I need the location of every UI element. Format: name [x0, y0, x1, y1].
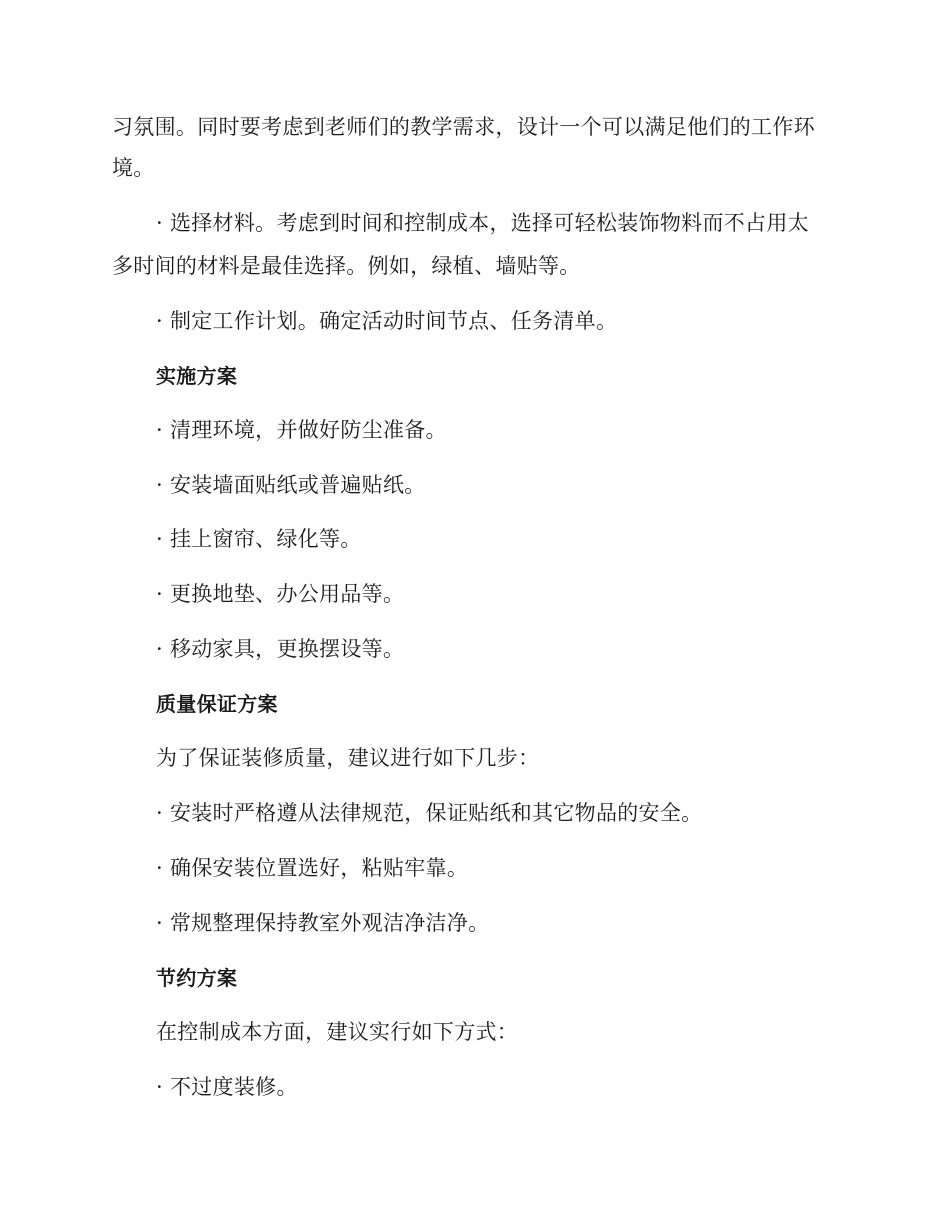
bullet-item: · 挂上窗帘、绿化等。: [156, 527, 362, 551]
bullet-item: · 更换地垫、办公用品等。: [156, 582, 405, 606]
bullet-item: · 安装墙面贴纸或普遍贴纸。: [156, 473, 426, 497]
section-intro: 为了保证装修质量，建议进行如下几步：: [156, 746, 540, 770]
section-heading-implementation: 实施方案: [156, 364, 238, 388]
bullet-item: · 制定工作计划。确定活动时间节点、任务清单。: [156, 309, 618, 333]
bullet-item: · 常规整理保持教室外观洁净洁净。: [156, 911, 490, 935]
bullet-item: · 安装时严格遵从法律规范，保证贴纸和其它物品的安全。: [156, 801, 703, 825]
bullet-item: · 清理环境，并做好防尘准备。: [156, 418, 447, 442]
paragraph-line: 境。: [112, 156, 155, 180]
bullet-item-continuation: 多时间的材料是最佳选择。例如，绿植、墙贴等。: [112, 254, 581, 278]
bullet-item: · 移动家具，更换摆设等。: [156, 637, 405, 661]
section-intro: 在控制成本方面，建议实行如下方式：: [156, 1020, 519, 1044]
section-heading-saving: 节约方案: [156, 966, 238, 990]
paragraph-line: 习氛围。同时要考虑到老师们的教学需求，设计一个可以满足他们的工作环: [112, 115, 815, 139]
section-heading-quality: 质量保证方案: [156, 692, 278, 716]
bullet-item: · 不过度装修。: [156, 1075, 298, 1099]
bullet-item: · 选择材料。考虑到时间和控制成本，选择可轻松装饰物料而不占用太: [156, 211, 809, 235]
bullet-item: · 确保安装位置选好，粘贴牢靠。: [156, 856, 469, 880]
